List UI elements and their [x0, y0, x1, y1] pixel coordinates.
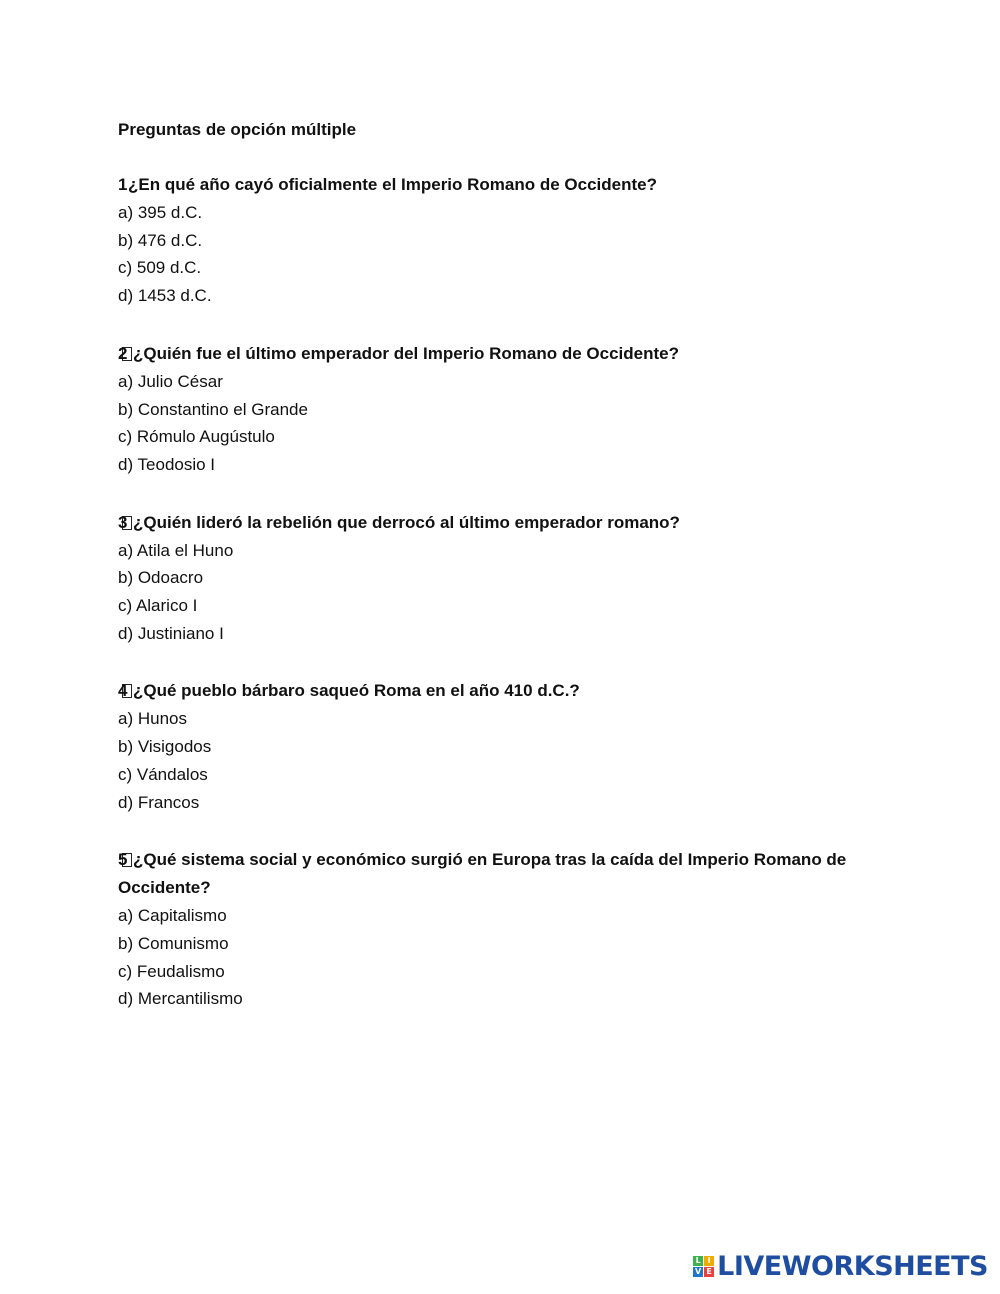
question-number: 5	[118, 850, 128, 870]
question-number: 1	[118, 175, 128, 194]
answer-option: a) Julio César	[118, 371, 223, 391]
answer-option: d) 1453 d.C.	[118, 286, 212, 306]
answer-option: d) Teodosio I	[118, 454, 216, 474]
answer-option: b) Constantino el Grande	[118, 399, 308, 419]
answer-option: c) Feudalismo	[118, 961, 225, 981]
logo-mark-icon	[693, 1256, 714, 1277]
question-block	[118, 677, 878, 816]
liveworksheets-logo[interactable]	[693, 1248, 988, 1284]
answer-option: c) Alarico I	[118, 596, 198, 616]
logo-mark-tile: L	[693, 1256, 703, 1266]
answer-option: a) 395 d.C.	[118, 203, 203, 222]
logo-mark-tile: E	[704, 1267, 714, 1277]
answer-option: a) Atila el Huno	[118, 540, 234, 560]
question-number: 3	[118, 512, 128, 532]
question-number: 4	[118, 681, 128, 701]
answer-option: b) Visigodos	[118, 737, 212, 757]
question-block	[118, 340, 878, 479]
answer-option: d) Francos	[118, 792, 200, 812]
answer-option: a) Hunos	[118, 709, 187, 729]
answer-option: d) Justiniano I	[118, 623, 224, 643]
question-label: ¿Qué sistema social y económico surgió en Europa tras la caída del Imperio Romano de Occidente?	[118, 850, 847, 898]
question-text	[118, 171, 878, 199]
question-block	[118, 846, 878, 1013]
answer-option: c) Rómulo Augústulo	[118, 427, 275, 447]
question-text	[118, 846, 878, 902]
answer-option: c) 509 d.C.	[118, 258, 202, 278]
logo-mark-tile: V	[695, 1266, 702, 1276]
answer-option: b) 476 d.C.	[118, 230, 203, 250]
question-list	[118, 171, 878, 1013]
question-block	[118, 171, 878, 310]
question-text	[118, 677, 878, 705]
answer-option: a) Capitalismo	[118, 906, 227, 926]
question-label: ¿Quién fue el último emperador del Imperio Romano de Occidente?	[133, 343, 679, 363]
question-label: ¿Qué pueblo bárbaro saqueó Roma en el año 410 d.C.?	[133, 681, 580, 701]
question-label: ¿En qué año cayó oficialmente el Imperio Romano de Occidente?	[128, 175, 658, 194]
logo-text: LIVEWORKSHEETS	[717, 1250, 988, 1282]
answer-option: c) Vándalos	[118, 764, 208, 784]
question-block	[118, 509, 878, 648]
logo-mark-tile: I	[704, 1256, 714, 1266]
question-text	[118, 340, 878, 368]
answer-option: b) Odoacro	[118, 568, 204, 588]
page-title: Preguntas de opción múltiple	[118, 120, 357, 139]
answer-option: d) Mercantilismo	[118, 989, 243, 1009]
worksheet-page	[118, 116, 878, 1043]
question-text	[118, 509, 878, 537]
answer-option: b) Comunismo	[118, 933, 229, 953]
question-number: 2	[118, 343, 128, 363]
question-label: ¿Quién lideró la rebelión que derrocó al último emperador romano?	[133, 512, 680, 532]
